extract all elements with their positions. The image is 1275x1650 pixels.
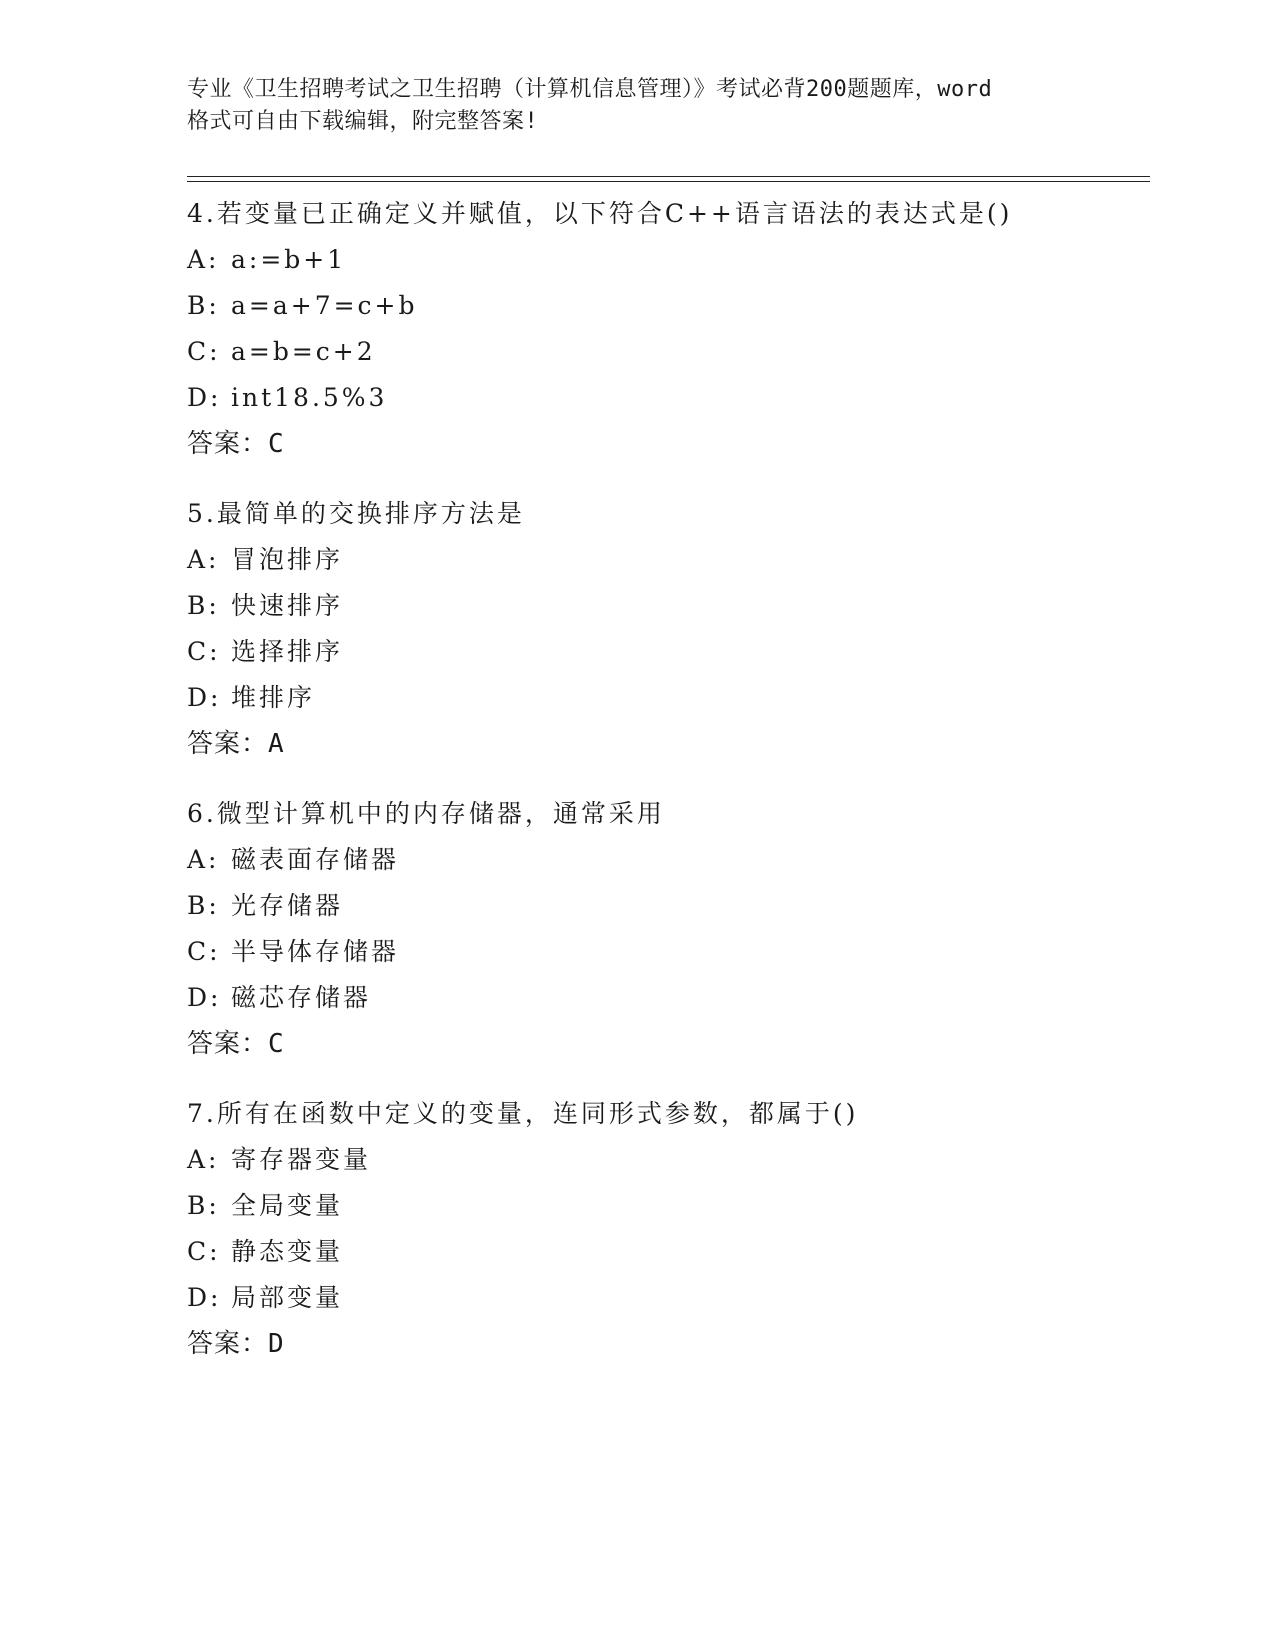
option-text: a=b=c+2 bbox=[231, 337, 376, 366]
option-a bbox=[187, 538, 1147, 584]
question-stem: 6.微型计算机中的内存储器，通常采用 bbox=[187, 799, 665, 828]
answer-line: 答案：C bbox=[187, 429, 285, 459]
option-text: 选择排序 bbox=[231, 637, 344, 666]
option-text: 堆排序 bbox=[231, 683, 316, 712]
option-letter: B: bbox=[187, 1191, 220, 1220]
option-letter: C: bbox=[187, 337, 221, 366]
option-letter: A: bbox=[187, 845, 220, 874]
option-a bbox=[187, 1138, 1147, 1184]
option-letter: B: bbox=[187, 591, 220, 620]
option-b bbox=[187, 1184, 1147, 1230]
answer-line: 答案：D bbox=[187, 1329, 285, 1359]
option-d bbox=[187, 676, 1147, 722]
question-stem: 5.最简单的交换排序方法是 bbox=[187, 499, 525, 528]
option-text: 寄存器变量 bbox=[231, 1145, 372, 1174]
question-6 bbox=[187, 792, 1147, 1068]
option-letter: D: bbox=[187, 1283, 222, 1312]
option-letter: B: bbox=[187, 291, 220, 320]
option-a bbox=[187, 238, 1147, 284]
option-text: 半导体存储器 bbox=[231, 937, 400, 966]
option-b bbox=[187, 284, 1147, 330]
header-line-1: 专业《卫生招聘考试之卫生招聘（计算机信息管理）》考试必背200题题库，word bbox=[187, 77, 993, 102]
option-letter: B: bbox=[187, 891, 220, 920]
option-letter: C: bbox=[187, 1237, 221, 1266]
option-letter: D: bbox=[187, 683, 222, 712]
answer-line: 答案：C bbox=[187, 1029, 285, 1059]
option-text: 光存储器 bbox=[231, 891, 344, 920]
header-divider-top bbox=[187, 176, 1150, 177]
option-a bbox=[187, 838, 1147, 884]
header-divider-bottom bbox=[187, 181, 1150, 182]
option-text: 静态变量 bbox=[231, 1237, 344, 1266]
document-header bbox=[187, 74, 1087, 138]
option-text: a:=b+1 bbox=[231, 245, 347, 274]
option-c bbox=[187, 1230, 1147, 1276]
option-letter: A: bbox=[187, 245, 220, 274]
question-5 bbox=[187, 492, 1147, 768]
option-letter: C: bbox=[187, 637, 221, 666]
option-text: 局部变量 bbox=[231, 1283, 344, 1312]
question-4 bbox=[187, 192, 1147, 468]
question-7 bbox=[187, 1092, 1147, 1368]
answer-line: 答案：A bbox=[187, 729, 285, 759]
option-letter: A: bbox=[187, 545, 220, 574]
option-c bbox=[187, 330, 1147, 376]
option-letter: A: bbox=[187, 1145, 220, 1174]
option-text: 全局变量 bbox=[231, 1191, 344, 1220]
option-b bbox=[187, 884, 1147, 930]
option-text: 冒泡排序 bbox=[231, 545, 344, 574]
option-text: 磁芯存储器 bbox=[231, 983, 372, 1012]
option-text: 磁表面存储器 bbox=[231, 845, 400, 874]
header-line-2: 格式可自由下载编辑，附完整答案! bbox=[187, 109, 539, 134]
option-text: a=a+7=c+b bbox=[231, 291, 418, 320]
option-c bbox=[187, 930, 1147, 976]
question-stem: 7.所有在函数中定义的变量，连同形式参数，都属于() bbox=[187, 1099, 859, 1128]
option-d bbox=[187, 976, 1147, 1022]
option-text: 快速排序 bbox=[231, 591, 344, 620]
option-letter: C: bbox=[187, 937, 221, 966]
question-stem: 4.若变量已正确定义并赋值，以下符合C++语言语法的表达式是() bbox=[187, 199, 1013, 228]
option-d bbox=[187, 376, 1147, 422]
option-letter: D: bbox=[187, 983, 222, 1012]
question-list bbox=[187, 192, 1147, 1392]
option-b bbox=[187, 584, 1147, 630]
option-text: int18.5%3 bbox=[231, 383, 388, 412]
option-letter: D: bbox=[187, 383, 222, 412]
option-c bbox=[187, 630, 1147, 676]
option-d bbox=[187, 1276, 1147, 1322]
